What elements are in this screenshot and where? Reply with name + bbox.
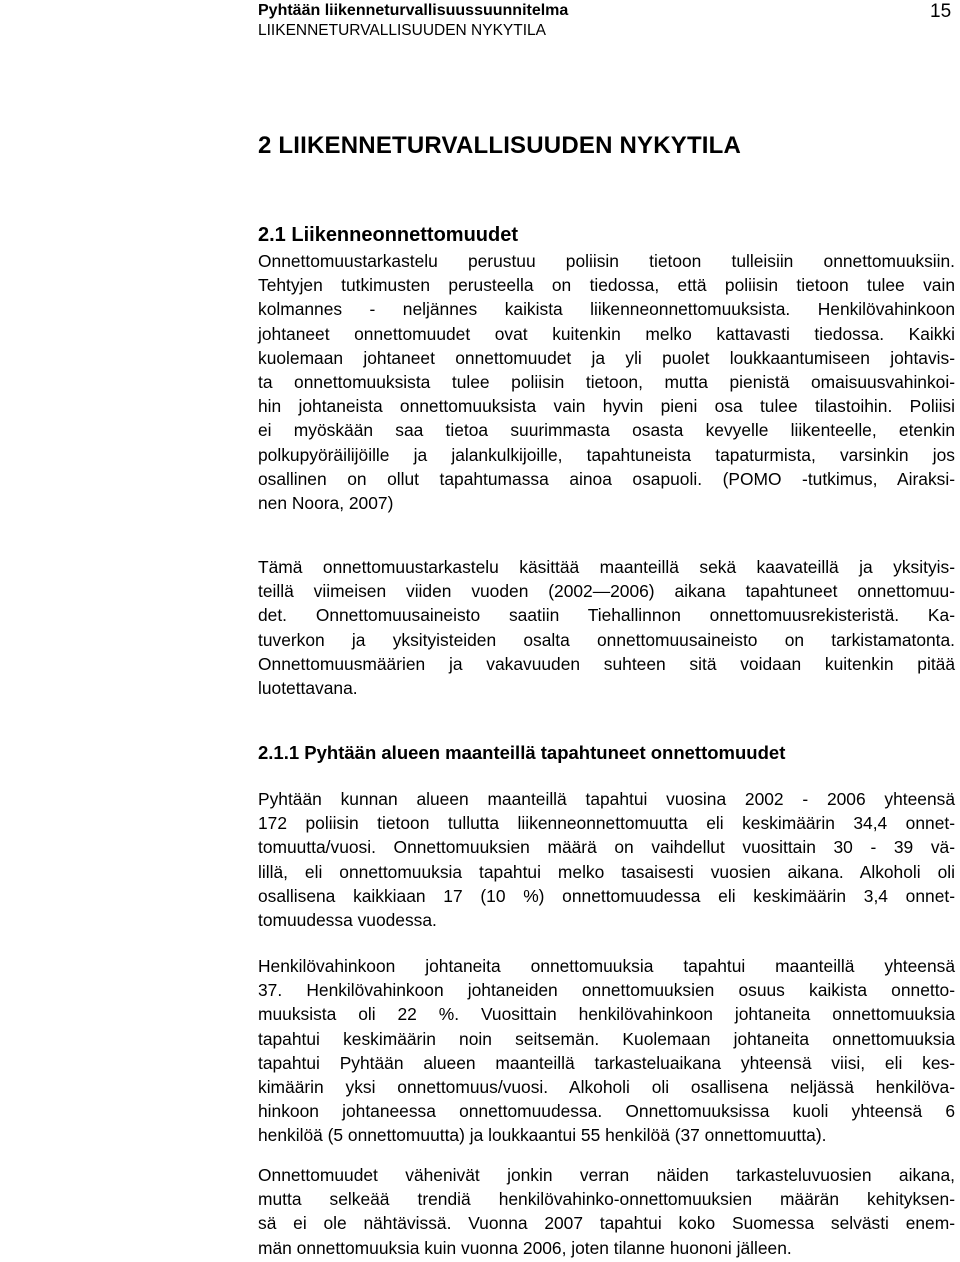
section-heading: 2 LIIKENNETURVALLISUUDEN NYKYTILA xyxy=(258,132,742,159)
page-number: 15 xyxy=(930,1,952,22)
text-line: tuverkon ja yksityisteiden osalta onnettomuusaineisto on tarkistamatonta. xyxy=(258,629,955,650)
text-line: tomuudessa vuodessa. xyxy=(258,910,437,931)
text-line: Onnettomuudet vähenivät jonkin verran näiden tarkasteluvuosien aikana, xyxy=(258,1165,955,1185)
paragraph-reporting xyxy=(258,249,955,515)
text-line: Onnettomuustarkastelu perustuu poliisin tietoon tulleisiin onnettomuuksiin. xyxy=(258,251,955,271)
subsection-heading: 2.1 Liikenneonnettomuudet xyxy=(258,224,519,246)
text-line: 172 poliisin tietoon tullutta liikenneonnettomuutta eli keskimäärin 34,4 onnet- xyxy=(258,813,955,834)
text-line: mutta selkeää trendiä henkilövahinko-onnettomuuksien määrän kehityksen- xyxy=(258,1189,955,1210)
running-header-title: Pyhtään liikenneturvallisuussuunnitelma xyxy=(258,2,569,19)
text-line: muuksista oli 22 %. Vuosittain henkilövahinkoon johtaneita onnettomuuksia xyxy=(258,1004,955,1025)
text-line: tapahtui Pyhtään alueen maanteillä tarkasteluaikana yhteensä viisi, eli kes- xyxy=(258,1052,955,1073)
text-line: ei myöskään saa tietoa suurimmasta osasta kevyelle liikenteelle, etenkin xyxy=(258,420,955,441)
text-line: lillä, eli onnettomuuksia tapahtui melko tasaisesti vuosien aikana. Alkoholi oli xyxy=(258,861,955,882)
text-line: Onnettomuusmäärien ja vakavuuden suhteen sitä voidaan kuitenkin pitää xyxy=(258,653,955,674)
text-line: luotettavana. xyxy=(258,678,358,699)
text-line: henkilöä (5 onnettomuutta) ja loukkaantui 55 henkilöä (37 onnettomuutta). xyxy=(258,1125,827,1146)
text-line: osallinen on ollut tapahtumassa ainoa osapuoli. (POMO -tutkimus, Airaksi- xyxy=(258,468,955,489)
subsubsection-heading: 2.1.1 Pyhtään alueen maanteillä tapahtuneet onnettomuudet xyxy=(258,742,786,763)
text-line: kimäärin yksi onnettomuus/vuosi. Alkoholi oli osallisena neljässä henkilöva- xyxy=(258,1077,955,1098)
paragraph-scope xyxy=(258,555,955,700)
text-line: kolmannes - neljännes kaikista liikenneonnettomuuksista. Henkilövahinkoon xyxy=(258,299,955,320)
text-line: Tämä onnettomuustarkastelu käsittää maanteillä sekä kaavateillä ja yksityis- xyxy=(258,557,955,577)
text-line: teillä viimeisen viiden vuoden (2002—2006) aikana tapahtuneet onnettomuu- xyxy=(258,581,955,602)
text-line: kuolemaan johtaneet onnettomuudet ja yli puolet loukkaantumiseen johtavis- xyxy=(258,347,955,368)
text-line: Tehtyjen tutkimusten perusteella on tiedossa, että poliisin tietoon tulee vain xyxy=(258,275,955,296)
text-line: nen Noora, 2007) xyxy=(258,493,394,514)
text-line: 37. Henkilövahinkoon johtaneiden onnettomuuksien osuus kaikista onnetto- xyxy=(258,980,955,1001)
text-line: johtaneet onnettomuudet ovat kuitenkin melko kattavasti tiedossa. Kaikki xyxy=(258,323,955,344)
text-line: osallisena kaikkiaan 17 (10 %) onnettomuudessa eli keskimäärin 3,4 onnet- xyxy=(258,885,955,906)
text-line: ta onnettomuuksista tulee poliisin tietoon, mutta pienistä omaisuusvahinkoi- xyxy=(258,372,955,393)
text-line: sä ei ole nähtävissä. Vuonna 2007 tapahtui koko Suomessa selvästi enem- xyxy=(258,1213,955,1234)
text-line: tapahtui keskimäärin noin seitsemän. Kuolemaan johtaneita onnettomuuksia xyxy=(258,1028,955,1049)
paragraph-statistics xyxy=(258,787,955,932)
paragraph-injuries xyxy=(258,954,955,1148)
text-line: Pyhtään kunnan alueen maanteillä tapahtui vuosina 2002 - 2006 yhteensä xyxy=(258,789,955,809)
text-line: män onnettomuuksia kuin vuonna 2006, joten tilanne huononi jälleen. xyxy=(258,1237,792,1258)
text-line: tomuutta/vuosi. Onnettomuuksien määrä on vaihdellut vuosittain 30 - 39 vä- xyxy=(258,837,955,858)
text-line: polkupyöräilijöille ja jalankulkijoille, tapahtuneista tapaturmista, varsinkin jos xyxy=(258,444,955,465)
text-line: Henkilövahinkoon johtaneita onnettomuuksia tapahtui maanteillä yhteensä xyxy=(258,956,955,976)
running-header-subtitle: LIIKENNETURVALLISUUDEN NYKYTILA xyxy=(258,22,546,39)
text-line: hin johtaneista onnettomuuksista vain hyvin pieni osa tulee tilastoihin. Poliisi xyxy=(258,396,955,417)
text-line: hinkoon johtaneessa onnettomuudessa. Onnettomuuksissa kuoli yhteensä 6 xyxy=(258,1101,955,1122)
paragraph-trend xyxy=(258,1163,955,1260)
text-line: det. Onnettomuusaineisto saatiin Tiehallinnon onnettomuusrekisteristä. Ka- xyxy=(258,605,955,626)
